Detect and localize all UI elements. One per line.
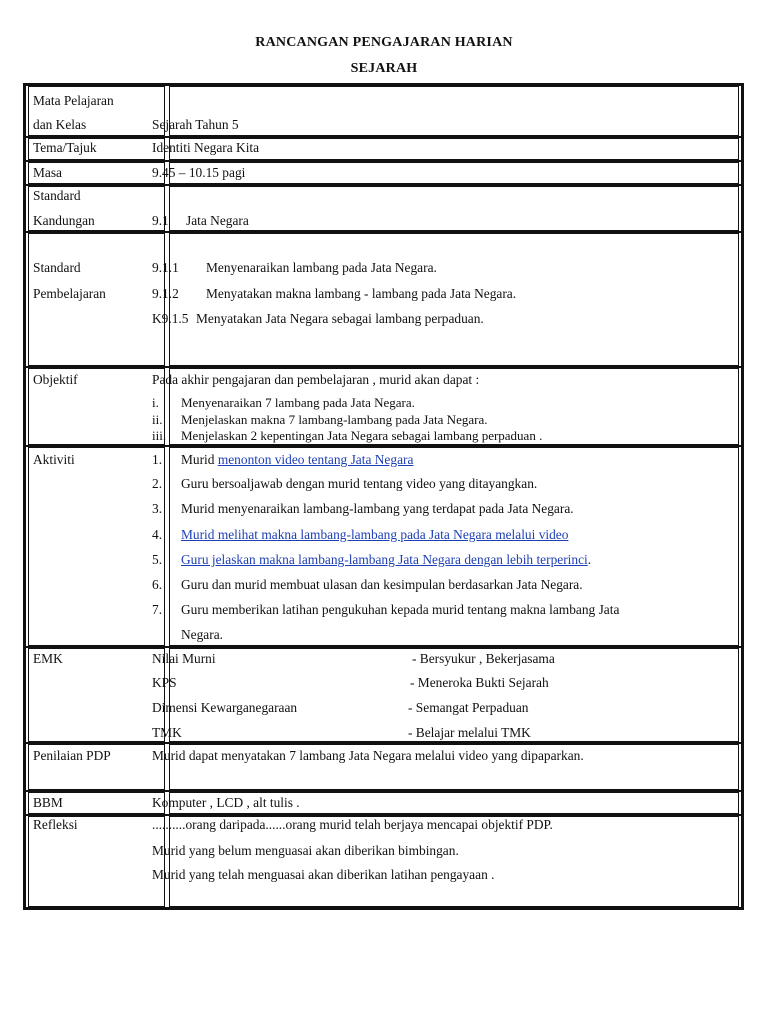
aktiviti-text: Murid — [181, 452, 218, 467]
value-cell — [169, 186, 739, 231]
aktiviti-text: Guru memberikan latihan pengukuhan kepada murid tentang makna lambang Jata — [181, 602, 620, 617]
aktiviti-num: 4. — [152, 527, 163, 542]
row-tema — [23, 138, 744, 160]
aktiviti-num: 6. — [152, 577, 163, 592]
refleksi-line: Murid yang belum menguasai akan diberikan bimbingan. — [152, 843, 459, 858]
sp-text: Menyenaraikan lambang pada Jata Negara. — [206, 260, 437, 275]
value-mata-pelajaran: Sejarah Tahun 5 — [152, 117, 239, 132]
label-tema: Tema/Tajuk — [33, 140, 97, 155]
objektif-text: Menjelaskan 2 kepentingan Jata Negara sebagai lambang perpaduan . — [181, 428, 543, 443]
row-penilaian — [23, 744, 744, 790]
label-mata-pelajaran-2: dan Kelas — [33, 117, 87, 132]
label-emk: EMK — [33, 651, 63, 666]
value-tema: Identiti Negara Kita — [152, 140, 260, 155]
sp-code: 9.1.1 — [152, 260, 179, 275]
label-standard-kandungan-2: Kandungan — [33, 213, 95, 228]
refleksi-line: Murid yang telah menguasai akan diberikan latihan pengayaan . — [152, 867, 495, 882]
row-emk — [23, 648, 744, 742]
value-penilaian: Murid dapat menyatakan 7 lambang Jata Negara melalui video yang dipaparkan. — [152, 748, 584, 763]
label-standard-pembelajaran-2: Pembelajaran — [33, 286, 106, 301]
value-standard-kandungan: Jata Negara — [186, 213, 249, 228]
aktiviti-item — [181, 453, 413, 466]
objektif-num: i. — [152, 395, 159, 410]
aktiviti-text: Guru dan murid membuat ulasan dan kesimpulan berdasarkan Jata Negara. — [181, 577, 583, 592]
label-refleksi: Refleksi — [33, 817, 78, 832]
aktiviti-text: Murid menyenaraikan lambang-lambang yang terdapat pada Jata Negara. — [181, 501, 574, 516]
aktiviti-link-makna[interactable]: Murid melihat makna lambang-lambang pada Jata Negara melalui video — [181, 527, 569, 542]
row-bbm — [23, 792, 744, 814]
emk-name: TMK — [152, 725, 182, 740]
emk-name: KPS — [152, 675, 177, 690]
row-standard-pembelajaran — [23, 233, 744, 366]
aktiviti-item — [181, 553, 591, 566]
row-masa — [23, 162, 744, 184]
value-cell — [169, 162, 739, 184]
aktiviti-suffix: . — [587, 552, 592, 567]
aktiviti-link-video[interactable]: menonton video tentang Jata Negara — [217, 452, 414, 467]
label-bbm: BBM — [33, 795, 63, 810]
row-refleksi — [23, 816, 744, 907]
label-standard-pembelajaran-1: Standard — [33, 260, 81, 275]
row-objektif — [23, 368, 744, 445]
objektif-num: iii. — [152, 428, 167, 443]
aktiviti-num: 5. — [152, 552, 163, 567]
aktiviti-text: Guru bersoaljawab dengan murid tentang video yang ditayangkan. — [181, 476, 538, 491]
value-bbm: Komputer , LCD , alt tulis . — [152, 795, 300, 810]
refleksi-line: ..........orang daripada......orang murid telah berjaya mencapai objektif PDP. — [152, 817, 553, 832]
label-standard-kandungan-1: Standard — [33, 188, 81, 203]
label-aktiviti: Aktiviti — [33, 452, 75, 467]
row-standard-kandungan — [23, 186, 744, 231]
row-mata-pelajaran — [23, 86, 744, 136]
objektif-intro: Pada akhir pengajaran dan pembelajaran , murid akan dapat : — [152, 372, 480, 387]
sp-code: 9.1.2 — [152, 286, 179, 301]
label-masa: Masa — [33, 165, 63, 180]
emk-name: Nilai Murni — [152, 651, 216, 666]
aktiviti-num: 3. — [152, 501, 163, 516]
label-cell — [28, 447, 165, 646]
objektif-num: ii. — [152, 412, 163, 427]
emk-name: Dimensi Kewarganegaraan — [152, 700, 298, 715]
objektif-text: Menyenaraikan 7 lambang pada Jata Negara. — [181, 395, 415, 410]
sp-code: K9.1.5 — [152, 311, 189, 326]
objektif-text: Menjelaskan makna 7 lambang-lambang pada Jata Negara. — [181, 412, 488, 427]
aktiviti-link-terperinci[interactable]: Guru jelaskan makna lambang-lambang Jata Negara dengan lebih terperinci — [181, 552, 588, 567]
code-standard-kandungan: 9.1 — [152, 213, 169, 228]
document-title: RANCANGAN PENGAJARAN HARIAN — [255, 35, 513, 50]
emk-value: - Semangat Perpaduan — [408, 700, 529, 715]
row-aktiviti — [23, 447, 744, 646]
label-penilaian: Penilaian PDP — [33, 748, 111, 763]
value-masa: 9.45 – 10.15 pagi — [152, 165, 246, 180]
document-subject: SEJARAH — [350, 61, 418, 76]
aktiviti-num: 7. — [152, 602, 163, 617]
value-cell — [169, 86, 739, 136]
aktiviti-num: 2. — [152, 476, 163, 491]
aktiviti-text-cont: Negara. — [181, 627, 224, 642]
emk-value: - Belajar melalui TMK — [408, 725, 531, 740]
sp-text: Menyatakan Jata Negara sebagai lambang perpaduan. — [196, 311, 484, 326]
emk-value: - Bersyukur , Bekerjasama — [412, 651, 555, 666]
aktiviti-num: 1. — [152, 452, 163, 467]
label-mata-pelajaran-1: Mata Pelajaran — [33, 93, 114, 108]
sp-text: Menyatakan makna lambang - lambang pada Jata Negara. — [206, 286, 517, 301]
label-objektif: Objektif — [33, 372, 78, 387]
emk-value: - Meneroka Bukti Sejarah — [410, 675, 549, 690]
